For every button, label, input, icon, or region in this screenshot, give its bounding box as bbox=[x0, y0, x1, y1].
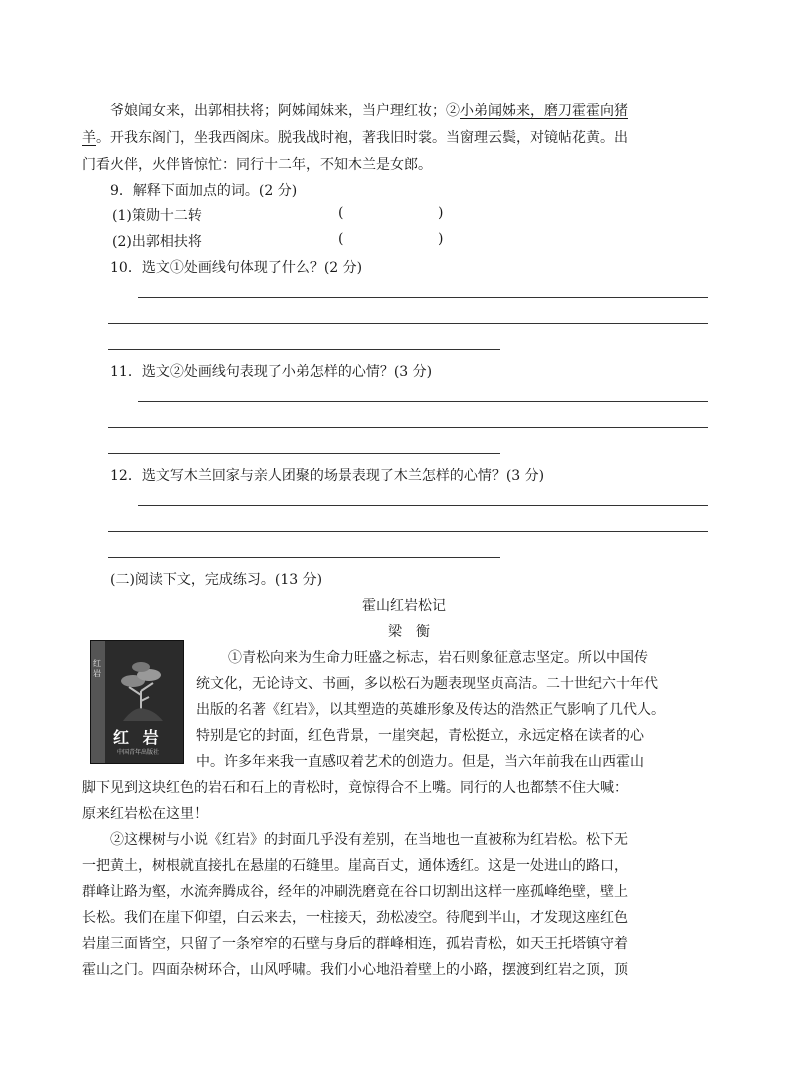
passage-text: 。开我东阁门，坐我西阁床。脱我战时袍，著我旧时裳。当窗理云鬓，对镜帖花黄。出 bbox=[96, 130, 628, 146]
section-heading: (二)阅读下文，完成练习。(13 分) bbox=[110, 572, 323, 588]
article-title: 霍山红岩松记 bbox=[362, 598, 446, 614]
book-publisher: 中国青年出版社 bbox=[117, 749, 160, 756]
underlined-sentence-2: 小弟闻姊来，磨刀霍霍向猪 bbox=[460, 103, 628, 119]
passage-line-2 bbox=[82, 127, 628, 147]
question-10: 10．选文①处画线句体现了什么？(2 分) bbox=[110, 260, 363, 276]
book-cover-image bbox=[90, 640, 184, 764]
answer-line bbox=[108, 453, 500, 454]
answer-line bbox=[138, 505, 708, 506]
passage-line-3: 门看火伴，火伴皆惊忙：同行十二年，不知木兰是女郎。 bbox=[82, 157, 432, 173]
answer-line bbox=[108, 427, 708, 428]
para1-line-5: 中。许多年来我一直感叹着艺术的创造力。但是，当六年前我在山西霍山 bbox=[196, 754, 644, 770]
answer-line bbox=[108, 557, 500, 558]
para2-line-6: 霍山之门。四面杂树环合，山风呼啸。我们小心地沿着壁上的小路，摆渡到红岩之顶，顶 bbox=[82, 962, 628, 978]
para2-line-1: ②这棵树与小说《红岩》的封面几乎没有差别，在当地也一直被称为红岩松。松下无 bbox=[110, 832, 628, 848]
passage-line-1 bbox=[110, 100, 628, 120]
para1-line-2: 统文化，无论诗文、书画，多以松石为题表现坚贞高洁。二十世纪六十年代 bbox=[196, 676, 658, 692]
underlined-sentence-2-end: 羊 bbox=[82, 130, 96, 146]
article-author: 梁 衡 bbox=[388, 624, 430, 640]
pine-tree-icon bbox=[119, 661, 163, 721]
q9-item-2: (2)出郭相扶将 bbox=[112, 234, 202, 250]
q9-answer-paren-open-1: ( bbox=[338, 205, 344, 221]
answer-line bbox=[108, 349, 500, 350]
book-title: 红 岩 bbox=[113, 728, 163, 747]
book-side-text: 红岩 bbox=[93, 659, 101, 678]
q9-answer-paren-close-1: ) bbox=[438, 205, 444, 221]
para1-line-6: 脚下见到这块红色的岩石和石上的青松时，竟惊得合不上嘴。同行的人也都禁不住大喊： bbox=[82, 780, 628, 796]
para1-line-4: 特别是它的封面，红色背景，一崖突起，青松挺立，永远定格在读者的心 bbox=[196, 728, 644, 744]
para1-line-7: 原来红岩松在这里！ bbox=[82, 806, 208, 822]
answer-line bbox=[138, 401, 708, 402]
answer-line bbox=[138, 297, 708, 298]
q9-answer-paren-open-2: ( bbox=[338, 231, 344, 247]
para1-line-1: ①青松向来为生命力旺盛之标志，岩石则象征意志坚定。所以中国传 bbox=[228, 650, 648, 666]
para2-line-2: 一把黄土，树根就直接扎在悬崖的石缝里。崖高百丈，通体透红。这是一处进山的路口， bbox=[82, 858, 628, 874]
question-12: 12．选文写木兰回家与亲人团聚的场景表现了木兰怎样的心情？(3 分) bbox=[110, 468, 545, 484]
question-9: 9．解释下面加点的词。(2 分) bbox=[110, 183, 298, 199]
para2-line-3: 群峰让路为壑，水流奔腾成谷，经年的冲刷洗磨竟在谷口切割出这样一座孤峰绝壁，壁上 bbox=[82, 884, 628, 900]
para2-line-4: 长松。我们在崖下仰望，白云来去，一柱接天，劲松凌空。待爬到半山，才发现这座红色 bbox=[82, 910, 628, 926]
passage-text: 爷娘闻女来，出郭相扶将；阿姊闻妹来，当户理红妆；② bbox=[110, 103, 460, 119]
answer-line bbox=[108, 531, 708, 532]
para2-line-5: 岩崖三面皆空，只留了一条窄窄的石壁与身后的群峰相连，孤岩青松，如天王托塔镇守着 bbox=[82, 936, 628, 952]
para1-line-3: 出版的名著《红岩》，以其塑造的英雄形象及传达的浩然正气影响了几代人。 bbox=[196, 702, 665, 718]
question-11: 11．选文②处画线句表现了小弟怎样的心情？(3 分) bbox=[110, 364, 433, 380]
answer-line bbox=[108, 323, 708, 324]
q9-answer-paren-close-2: ) bbox=[438, 231, 444, 247]
q9-item-1: (1)策勋十二转 bbox=[112, 208, 202, 224]
